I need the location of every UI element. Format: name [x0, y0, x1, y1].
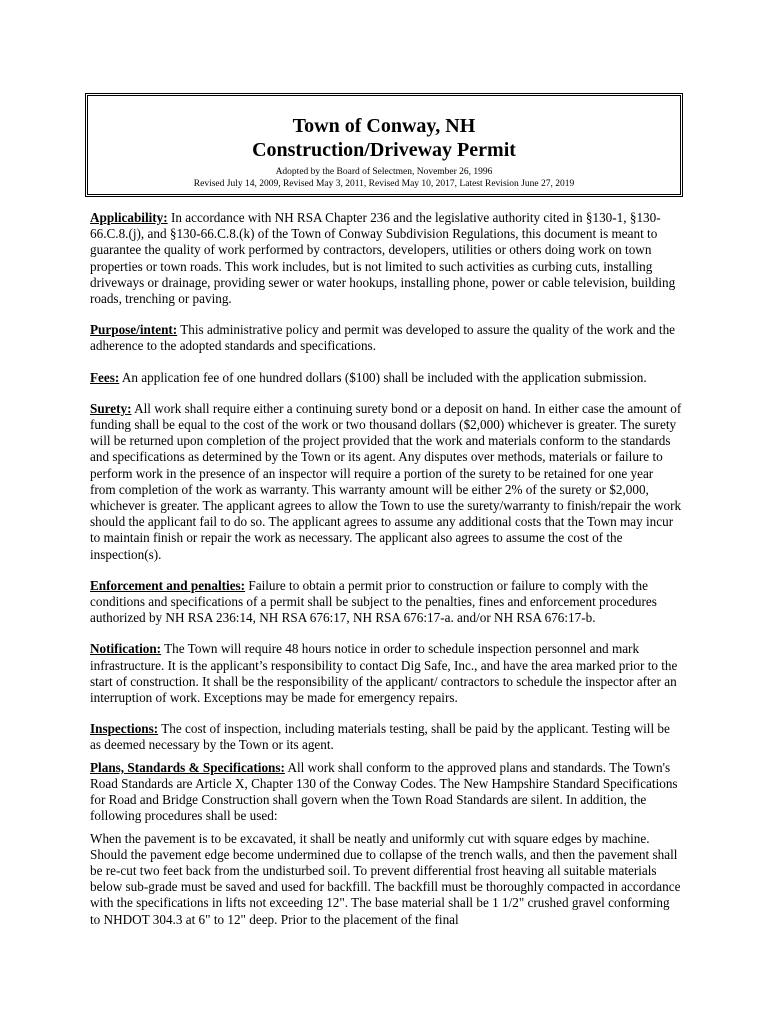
section-text: All work shall require either a continuing surety bond or a deposit on hand. In either case the amount of funding shall be equal to the cost of the work or two thousand dollars ($2,000) whichever is greater. The surety will be returned upon completion of the project provided that the work and materials conform to the standards and specifications as determined by the Town or its agent. Any disputes over methods, materials or failure to perform work in the presence of an inspector will require a portion of the surety to be retained for one year from completion of the work as warranty. This warranty amount will be either 2% of the surety or $2,000, whichever is greater. The applicant agrees to allow the Town to use the surety/warranty to finish/repair the work should the applicant fail to do so. The applicant agrees to assume any additional costs that the Town may incur to maintain finish or repair the work as necessary. The applicant also agrees to assume the cost of the inspection(s). [90, 400, 682, 562]
section-text: Failure to obtain a permit prior to construction or failure to comply with the conditions and specifications of a permit shall be subject to the penalties, fines and enforcement procedures authorized by NH RSA 236:14, NH RSA 676:17, NH RSA 676:17-a. and/or NH RSA 676:17-b. [90, 577, 657, 626]
section-text: An application fee of one hundred dollars ($100) shall be included with the application submission. [119, 369, 647, 385]
section-heading: Plans, Standards & Specifications: [90, 759, 285, 775]
section-purpose [90, 322, 682, 354]
adopted-note: Adopted by the Board of Selectmen, November 26, 1996 [275, 167, 493, 177]
section-plans [90, 760, 682, 825]
section-text: All work shall conform to the approved plans and standards. The Town's Road Standards are Article X, Chapter 130 of the Conway Codes. The New Hampshire Standard Specifications for Road and Bridge Construction shall govern when the Town Road Standards are silent. In addition, the following procedures shall be used: [90, 759, 678, 824]
section-surety [90, 401, 682, 563]
section-notification [90, 641, 682, 706]
section-heading: Purpose/intent: [90, 322, 178, 338]
section-text: When the pavement is to be excavated, it shall be neatly and uniformly cut with square edges by machine. Should the pavement edge become undermined due to collapse of the trench walls, and then the pavement shall be re-cut two feet back from the undisturbed soil. To prevent differential frost heaving all suitable materials below sub-grade must be saved and used for backfill. The backfill must be thoroughly compacted in accordance with the specifications in lifts not exceeding 12". The base material shall be 1 1/2" crushed gravel conforming to NHDOT 304.3 at 6" to 12" deep. Prior to the placement of the final [90, 830, 681, 927]
section-text: The Town will require 48 hours notice in order to schedule inspection personnel and mark infrastructure. It is the applicant’s responsibility to contact Dig Safe, Inc., and have the area marked prior to the start of construction. It shall be the responsibility of the applicant/ contractors to schedule the inspector after an interruption of work. Exceptions may be made for emergency repairs. [90, 641, 678, 706]
section-enforcement [90, 578, 682, 627]
section-heading: Applicability: [90, 210, 168, 225]
section-heading: Inspections: [90, 721, 159, 737]
section-inspections [90, 721, 682, 753]
document-title-town: Town of Conway, NH [292, 115, 476, 137]
title-box [85, 93, 683, 197]
document-body [90, 210, 682, 943]
section-applicability [90, 210, 682, 307]
section-fees [90, 370, 682, 386]
document-title-permit: Construction/Driveway Permit [252, 139, 516, 161]
section-heading: Enforcement and penalties: [90, 577, 246, 593]
section-text: The cost of inspection, including materials testing, shall be paid by the applicant. Testing will be as deemed necessary by the Town or its agent. [90, 721, 670, 753]
paragraph-pavement [90, 831, 682, 928]
section-heading: Surety: [90, 400, 132, 416]
section-heading: Notification: [90, 641, 162, 657]
section-heading: Fees: [90, 369, 120, 385]
revision-note: Revised July 14, 2009, Revised May 3, 2011, Revised May 10, 2017, Latest Revision June 27, 2019 [193, 179, 575, 189]
section-text: In accordance with NH RSA Chapter 236 and the legislative authority cited in §130-1, §130-66.C.8.(j), and §130-66.C.8.(k) of the Town of Conway Subdivision Regulations, this document is meant to guarantee the quality of work performed by contractors, developers, utilities or others doing work on town properties or town roads. This work includes, but is not limited to such activities as curbing cuts, installing driveways or drainage, providing sewer or water hookups, installing phone, power or cable television, building roads, trenching or paving. [90, 210, 676, 307]
section-text: This administrative policy and permit was developed to assure the quality of the work and the adherence to the adopted standards and specifications. [90, 322, 676, 354]
